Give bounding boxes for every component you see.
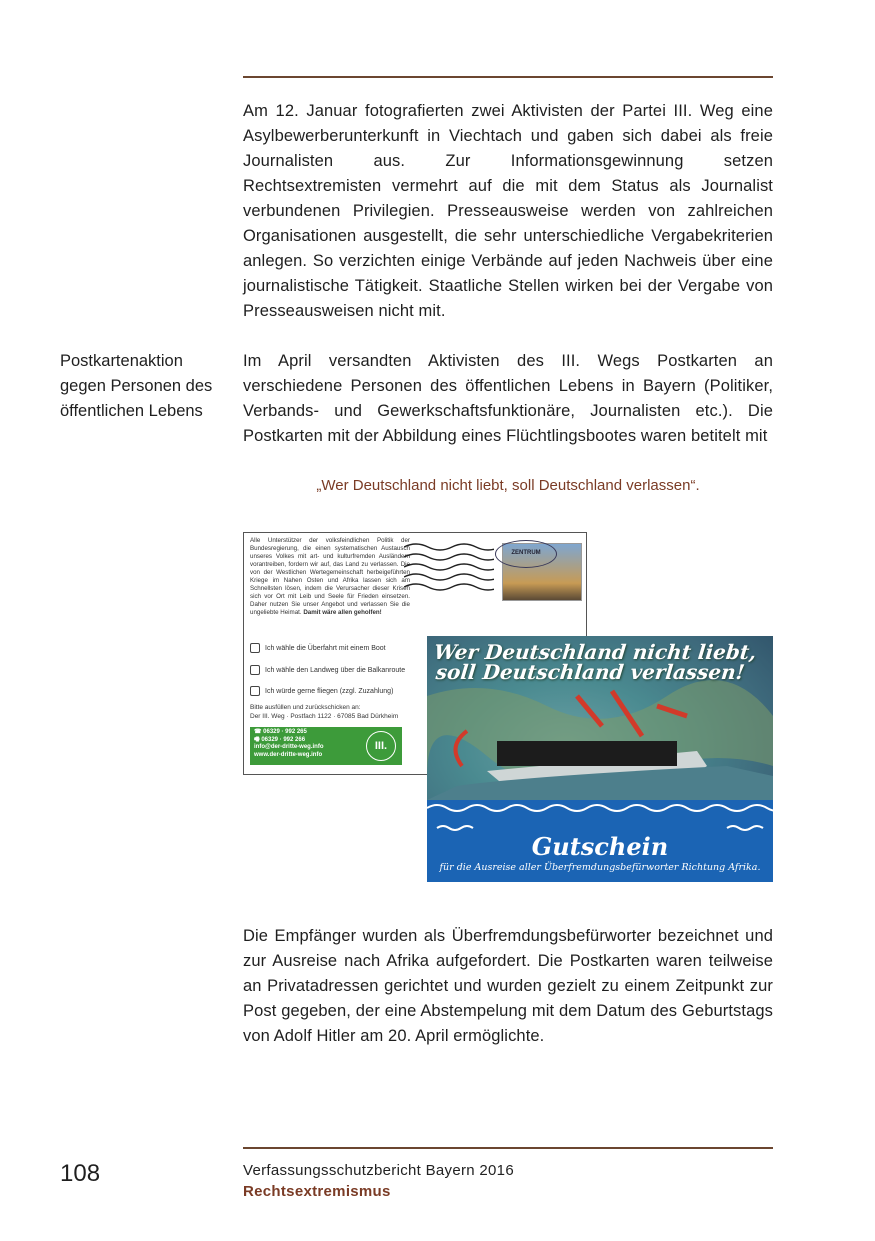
return-address: Bitte ausfüllen und zurückschicken an: Der III. Weg · Postfach 1122 · 67085 Bad Dürkheim — [250, 704, 399, 720]
publication-title: Verfassungsschutzbericht Bayern 2016 — [243, 1162, 514, 1179]
section-title: Rechtsextremismus — [243, 1183, 391, 1200]
postcard-front-image — [427, 636, 773, 882]
party-logo-icon: III. — [366, 731, 396, 761]
footer-rule — [243, 1147, 773, 1149]
page-number: 108 — [60, 1160, 101, 1187]
paragraph-asylum-photos — [243, 99, 773, 324]
postage-stamp — [502, 543, 582, 601]
paragraph-2-text: Im April versandten Aktivisten des III. Wegs Postkarten an verschiedene Personen des öffentlichen Lebens in Bayern (Politiker, Verbands- und Gewerkschaftsfunktionäre, Journalisten etc.). Die Postkarten mit der Abbildung eines Flüchtlingsbootes waren betitelt mit — [243, 352, 773, 445]
postmark-wave-icon — [404, 539, 494, 599]
postcard-back-text: Alle Unterstützer der volksfeindlichen Politik der Bundesregierung, die einen systematischen Austausch unseres Volkes mit art- und kulturfremden Ausländern vorantreiben, fordern wir auf, das Land zu verlassen. Die von der Westlichen Wertegemeinschaft herbeigeführten Kriege im Nahen Osten und Afrika lassen sich am Schnellsten lösen, indem die Verursacher dieser Krisen sich vor Ort mit Leib und Seele für Frieden einsetzen. Daher nutzen Sie unser Angebot und verlassen Sie die ungeliebte Heimat. Damit wäre allen geholfen! — [250, 537, 410, 616]
top-rule — [243, 76, 773, 78]
paragraph-3-text: Die Empfänger wurden als Überfremdungsbefürworter bezeichnet und zur Ausreise nach Afrika aufgefordert. Die Postkarten waren teilweise an Privatadressen gerichtet und wurden gezielt zu einem Zeitpunkt zur Post gegeben, der eine Abstempelung mit dem Datum des Geburtstags von Adolf Hitler am 20. April ermöglichte. — [243, 927, 773, 1045]
paragraph-recipients — [243, 924, 773, 1049]
paragraph-postcards — [243, 349, 773, 449]
option-fly: Ich würde gerne fliegen (zzgl. Zuzahlung) — [250, 686, 393, 696]
postcard-quote: „Wer Deutschland nicht liebt, soll Deutschland verlassen“. — [316, 477, 700, 494]
checkbox-icon — [250, 686, 260, 696]
postcard-headline: Wer Deutschland nicht liebt, soll Deutschland verlassen! — [432, 640, 758, 684]
option-boat: Ich wähle die Überfahrt mit einem Boot — [250, 643, 386, 653]
margin-note: Postkartenaktion gegen Personen des öffentlichen Lebens — [60, 352, 213, 420]
option-balkan: Ich wähle den Landweg über die Balkanroute — [250, 665, 405, 675]
checkbox-icon — [250, 643, 260, 653]
paragraph-1-text: Am 12. Januar fotografierten zwei Aktivisten der Partei III. Weg eine Asylbewerberunterkunft in Viechtach und gaben sich dabei als freie Journalisten aus. Zur Informationsgewinnung setzen Rechtsextremisten vermehrt auf die mit dem Status als Journalist verbundenen Privilegien. Presseausweise werden von zahlreichen Organisationen ausgestellt, die sehr unterschiedliche Vergabekriterien anlegen. So verzichten einige Verbände auf jeden Nachweis über eine journalistische Tätigkeit. Staatliche Stellen wirken bei der Vergabe von Presseausweisen nicht mit. — [243, 102, 773, 320]
postcard-back-bold: Damit wäre allen geholfen! — [303, 609, 382, 616]
voucher-title: Gutschein — [531, 832, 669, 861]
checkbox-icon — [250, 665, 260, 675]
postmark-ring: ZENTRUM — [495, 540, 557, 568]
contact-box: ☎ 06329 · 992 265 🖷 06329 · 992 266 info@der-dritte-weg.info www.der-dritte-weg.info III. — [250, 727, 402, 765]
voucher-subtitle: für die Ausreise aller Überfremdungsbefürworter Richtung Afrika. — [439, 862, 761, 873]
